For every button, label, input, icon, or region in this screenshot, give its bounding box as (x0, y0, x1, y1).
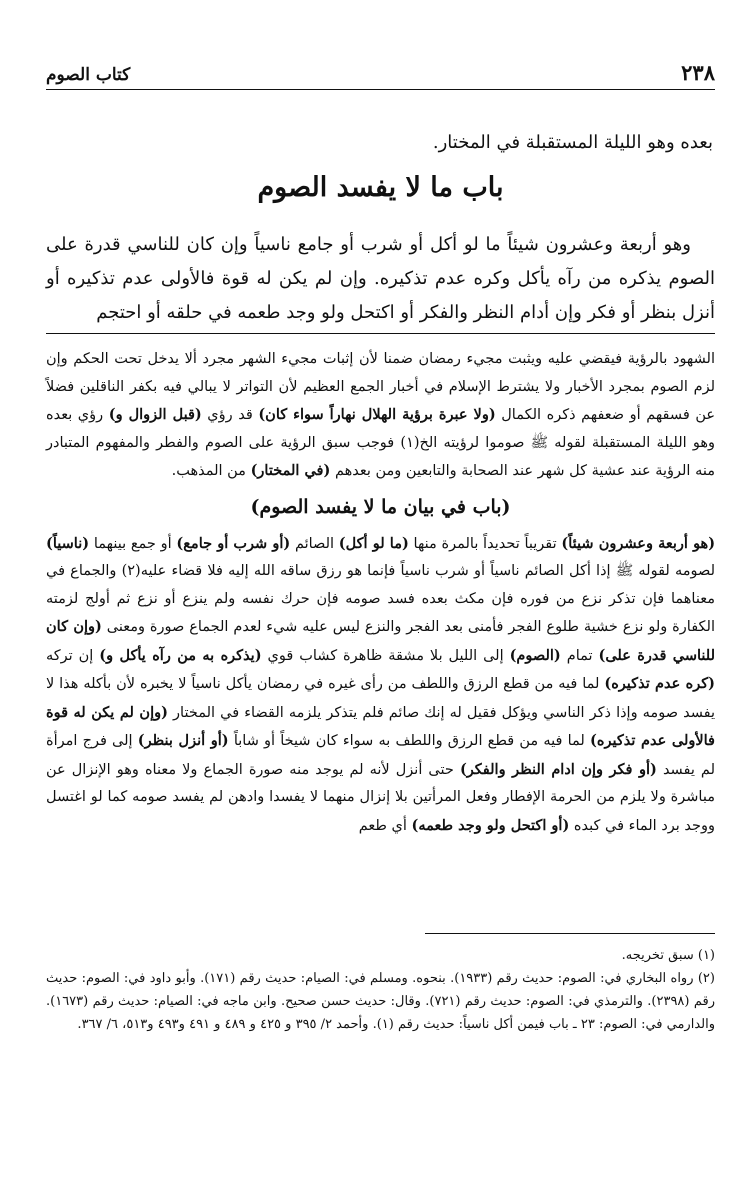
commentary-text: الشهود بالرؤية فيقضي عليه ويثبت مجيء رمضان ضمنا لأن إثبات مجيء الشهر مجرد ألا يدخل تحت الحكم وإن لزم الصوم بمجرد الأخبار ولا يشترط الإسلام في أخبار الجمع العظيم لأن التواتر لا يبالي فيه بكفر الناقلين فضلاً عن فسقهم أو ضعفهم ذكره الكمال (46, 351, 716, 423)
page-number: ٢٣٨ (681, 60, 715, 85)
commentary-text: الصائم (294, 535, 335, 552)
quoted-matn: (الصوم) (509, 646, 561, 664)
chapter-title: باب ما لا يفسد الصوم (257, 172, 504, 203)
quoted-matn: (ولا عبرة برؤية الهلال نهاراً سواء كان) (258, 406, 496, 423)
quoted-matn: (أو أنزل بنظر) (137, 732, 229, 749)
footnotes (46, 944, 715, 1036)
commentary-text: رؤي بعده وهو الليلة المستقبلة لقوله ﷺ صوموا لرؤيته الخ(١) فوجب سبق الرؤية على الصوم والفطر والمفهوم المتبادر منه الرؤية عند عشية كل شهر عند الصحابة والتابعين ومن بعدهم (46, 407, 715, 479)
quoted-matn: (يذكره به من رآه يأكل و) (99, 646, 262, 664)
main-text (46, 228, 715, 330)
quoted-matn: (ما لو أكل) (338, 534, 409, 552)
main-text-paragraph: وهو أربعة وعشرون شيئاً ما لو أكل أو شرب أو جامع ناسياً وإن كان للناسي قدرة على الصوم يذكره من رآه يأكل وكره عدم تذكيره. وإن لم يكن له قوة فالأولى عدم تذكيره أو أنزل بنظر أو فكر وإن أدام النظر والفكر أو اكتحل ولو وجد طعمه في حلقه أو احتجم (46, 234, 715, 323)
commentary-text: من المذهب. (171, 463, 246, 479)
quoted-matn: (أو شرب أو جامع) (176, 534, 291, 552)
commentary-text: إلى الليل بلا مشقة ظاهرة كشاب قوي (267, 647, 504, 664)
commentary-paragraph-2 (46, 530, 715, 841)
quoted-matn: (قبل الزوال و) (108, 406, 202, 423)
commentary-paragraph-1 (46, 346, 715, 486)
intro-line: بعده وهو الليلة المستقبلة في المختار. (432, 132, 713, 153)
quoted-matn: (في المختار) (250, 462, 331, 479)
footnote-1: (١) سبق تخريجه. (621, 948, 715, 963)
running-title: كتاب الصوم (46, 65, 131, 85)
quoted-matn: (هو أربعة وعشرون شيئاً) (561, 534, 716, 552)
quoted-matn: (وإن كان للناسي قدرة على) (46, 618, 716, 664)
quoted-matn: (كره عدم تذكيره) (604, 675, 715, 692)
commentary-text: إلى فرج امرأة لم يفسد (46, 733, 715, 778)
commentary-text: تقريباً تحديداً بالمرة منها (413, 535, 557, 552)
commentary-text: قد رؤي (207, 407, 253, 423)
commentary-subheading: (باب في بيان ما لا يفسد الصوم) (250, 495, 511, 518)
commentary-text: لما فيه من قطع الرزق واللطف به سواء كان شيخاً أو شاباً (233, 733, 585, 749)
commentary-text: تمام (566, 647, 593, 664)
commentary-text: أو جمع بينهما (93, 535, 172, 552)
commentary-text: إن تركه (46, 647, 94, 664)
commentary-text: لصومه لقوله ﷺ إذا أكل الصائم ناسياً أو شرب ناسياً فإنما هو رزق ساقه الله إليه فلا قضاء عليه(٢) والجماع في معناهما فإن تذكر نزع من فوره فإن مكث بعده فسد صومه فإن حرك نفسه ولم ينزع أو نزع ثم أولج لزمته الكفارة ولو نزع خشية طلوع الفجر فأمنى بعد الفجر والنزع ليس عليه شيء لعدم الجماع صورة ومعنى (46, 563, 716, 635)
quoted-matn: (ناسياً) (46, 534, 90, 552)
quoted-matn: (أو فكر وإن ادام النظر والفكر) (459, 760, 657, 778)
quoted-matn: (أو اكتحل ولو وجد طعمه) (411, 816, 570, 834)
commentary-text: حتى أنزل لأنه لم يوجد منه صورة الجماع ولا معناه وهو الإنزال عن مباشرة ولا يلزم من الحرمة الإفطار وفعل المرأتين بلا إنزال منهما لا يفسدا وادهن لم يفسد صومه كما لو اغتسل ووجد برد الماء في كبده (46, 761, 715, 834)
commentary-text: أي طعم (358, 817, 407, 834)
footnote-2: (٢) رواه البخاري في: الصوم: حديث رقم (١٩٣٣). بنحوه. ومسلم في: الصيام: حديث رقم (١٧١). وأبو داود في: الصوم: حديث رقم (٢٣٩٨). والترمذي في: الصوم: حديث رقم (٧٢١). وقال: حديث حسن صحيح. وابن ماجه في: الصيام: حديث رقم (١٦٧٣). والدارمي في: الصوم: ٢٣ ـ باب فيمن أكل ناسياً: حديث رقم (١). وأحمد ٢/ ٣٩٥ و ٤٢٥ و ٤٨٩ و ٤٩١ و٤٩٣ و٥١٣، ٦/ ٣٦٧. (46, 971, 715, 1032)
footnote-separator (425, 933, 715, 934)
commentary-text: لما فيه من قطع الرزق واللطف من رأى غيره في رمضان يأكل ناسياً لا يخبره لأن بأكله هذا لا يفسد صومه وإذا ذكر الناسي ويؤكل فقيل له إنك صائم فلم يتذكر يلزمه القضاء في المختار (46, 676, 715, 721)
page-header (46, 58, 715, 90)
commentary (46, 346, 715, 840)
quoted-matn: (وإن لم يكن له قوة فالأولى عدم تذكيره) (46, 703, 715, 749)
separator-rule (46, 333, 715, 334)
